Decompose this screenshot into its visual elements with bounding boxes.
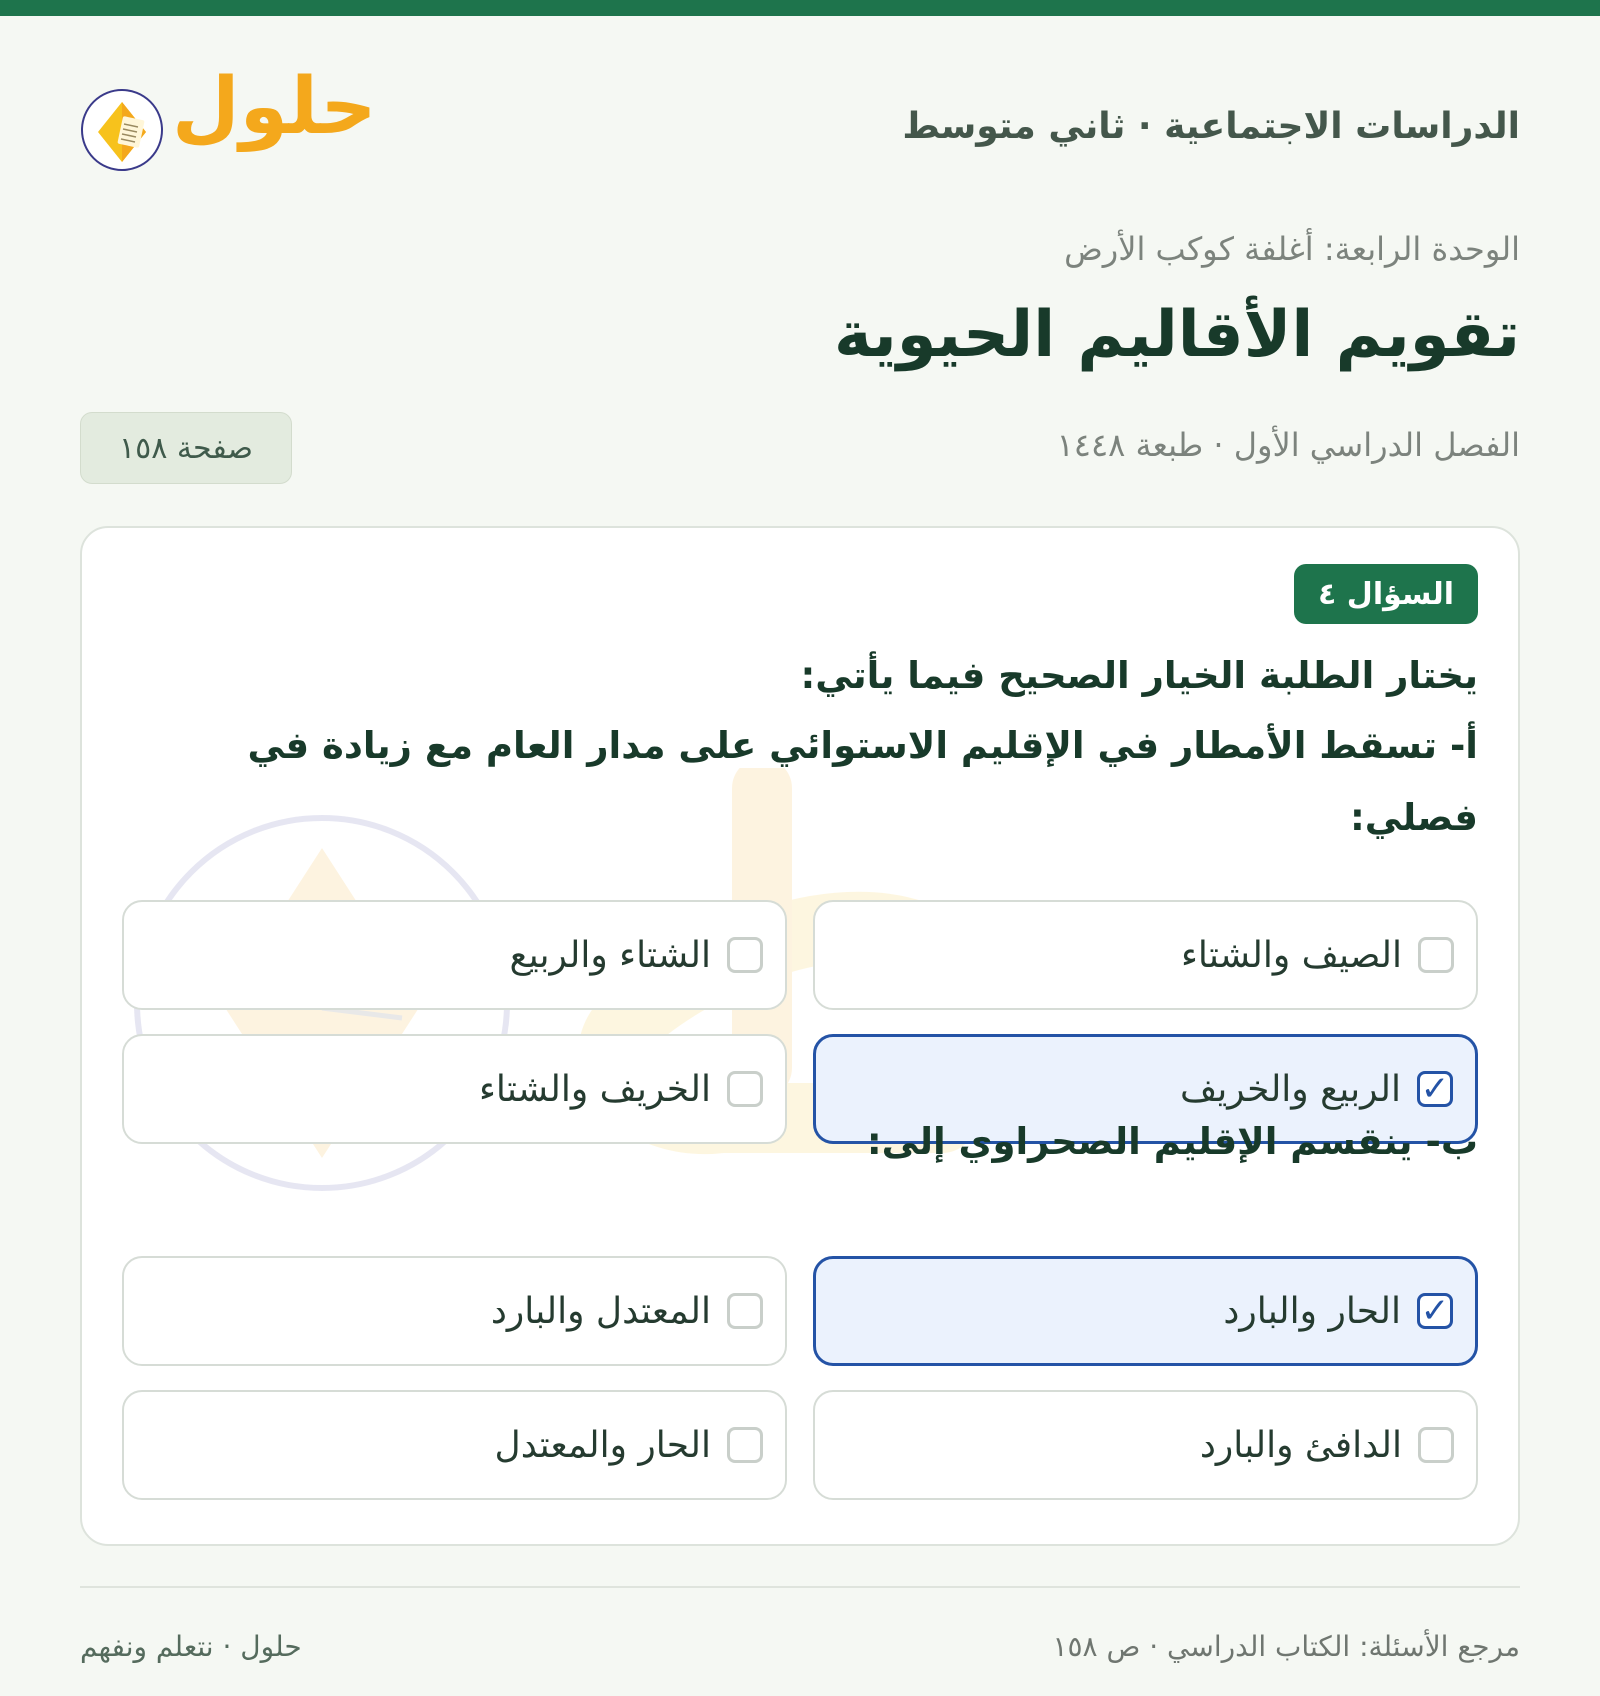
top-accent-bar — [0, 0, 1600, 16]
option-b1[interactable] — [813, 1256, 1478, 1366]
question-prompt-a: أ- تسقط الأمطار في الإقليم الاستوائي على مدار العام مع زيادة في فصلي: — [247, 724, 1478, 839]
page-number-badge: صفحة ١٥٨ — [80, 412, 292, 484]
option-b3[interactable] — [813, 1390, 1478, 1500]
logo[interactable] — [80, 62, 377, 176]
course-title: الدراسات الاجتماعية · ثاني متوسط — [902, 106, 1520, 147]
checkbox[interactable] — [727, 1427, 763, 1463]
option-b2[interactable] — [122, 1256, 787, 1366]
option-b4[interactable] — [122, 1390, 787, 1500]
checkbox[interactable] — [727, 937, 763, 973]
footer-divider — [80, 1586, 1520, 1588]
check-icon: ✓ — [1420, 1069, 1450, 1109]
footer-reference: مرجع الأسئلة: الكتاب الدراسي · ص ١٥٨ — [1052, 1630, 1520, 1663]
unit-label: الوحدة الرابعة: أغلفة كوكب الأرض — [1064, 230, 1520, 268]
option-label: الصيف والشتاء — [1181, 934, 1402, 976]
question-card — [80, 526, 1520, 1546]
option-label: الحار والبارد — [1223, 1290, 1401, 1332]
option-label: الحار والمعتدل — [494, 1424, 711, 1466]
logo-wordmark: حلول — [172, 62, 377, 152]
question-prompt-b: ب- ينقسم الإقليم الصحراوي إلى: — [866, 1120, 1478, 1163]
option-label: الشتاء والربيع — [509, 934, 711, 976]
semester-label: الفصل الدراسي الأول · طبعة ١٤٤٨ — [1056, 426, 1520, 464]
footer-brand: حلول · نتعلم ونفهم — [80, 1630, 302, 1663]
option-label: الربيع والخريف — [1179, 1068, 1401, 1110]
checkbox-checked[interactable] — [1417, 1071, 1453, 1107]
checkbox[interactable] — [1418, 937, 1454, 973]
option-label: المعتدل والبارد — [490, 1290, 711, 1332]
check-icon: ✓ — [1420, 1291, 1450, 1331]
options-part-b — [122, 1256, 1478, 1500]
header — [80, 62, 1520, 176]
option-a1[interactable] — [813, 900, 1478, 1010]
checkbox[interactable] — [727, 1293, 763, 1329]
question-number-badge: السؤال ٤ — [1294, 564, 1478, 624]
checkbox[interactable] — [727, 1071, 763, 1107]
option-label: الدافئ والبارد — [1199, 1424, 1402, 1466]
lesson-title: تقويم الأقاليم الحيوية — [833, 298, 1520, 372]
option-label: الخريف والشتاء — [478, 1068, 711, 1110]
page — [80, 16, 1520, 1696]
checkbox-checked[interactable] — [1417, 1293, 1453, 1329]
option-a2[interactable] — [122, 900, 787, 1010]
checkbox[interactable] — [1418, 1427, 1454, 1463]
book-diamond-icon — [80, 88, 164, 172]
question-intro: يختار الطلبة الخيار الصحيح فيما يأتي: — [800, 654, 1478, 697]
